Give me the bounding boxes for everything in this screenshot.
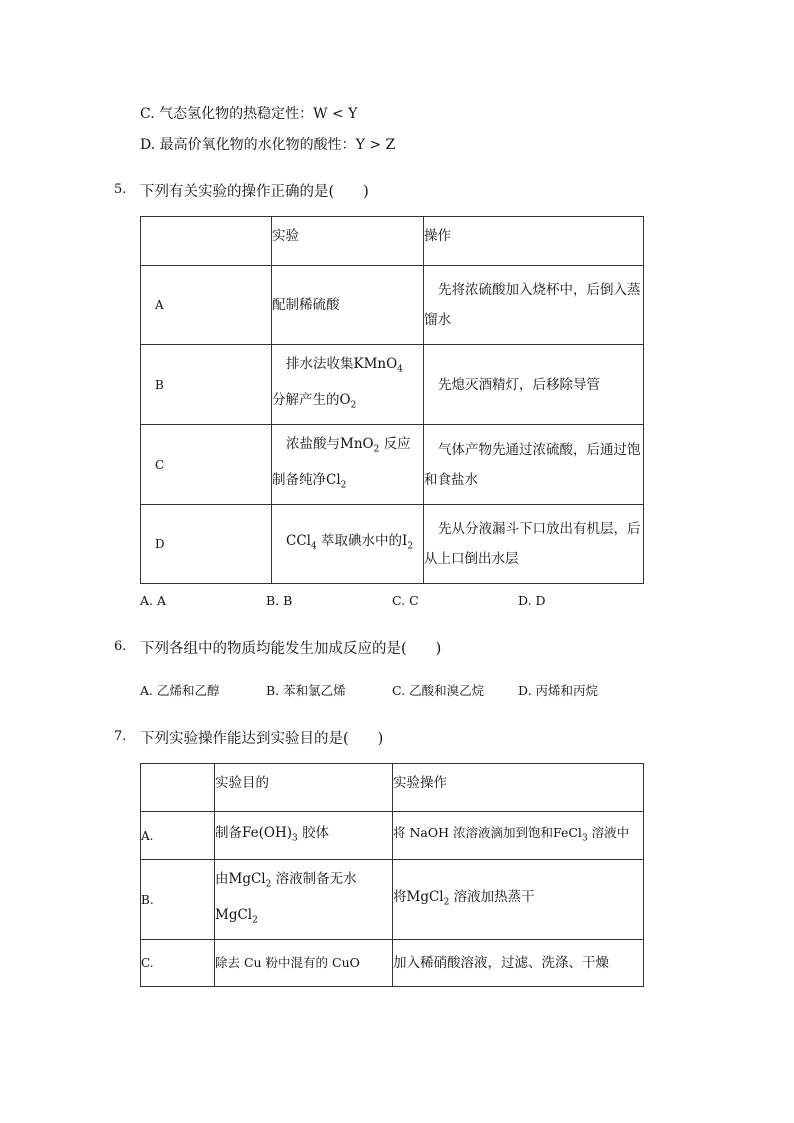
header-cell: 实验目的	[215, 764, 393, 812]
experiment-cell: CCl$_4$ 萃取碘水中的$I_2$	[272, 505, 424, 584]
table-row	[141, 860, 644, 940]
choice-d: D. D	[518, 593, 546, 608]
table-header-row	[141, 217, 644, 266]
table-row	[141, 940, 644, 987]
table-row	[141, 812, 644, 860]
question-text: 下列有关实验的操作正确的是( )	[140, 184, 369, 200]
table-row	[141, 266, 644, 345]
row-label: C.	[141, 940, 215, 987]
operation-cell: 气体产物先通过浓硫酸，后通过饱和食盐水	[424, 425, 644, 505]
choice-c: C. 乙酸和溴乙烷	[392, 683, 485, 698]
header-cell: 操作	[424, 217, 644, 266]
question-text: 下列各组中的物质均能发生加成反应的是( )	[140, 641, 442, 657]
table-row	[141, 345, 644, 425]
experiment-goal-table	[140, 763, 644, 987]
row-label: C	[141, 425, 272, 505]
experiment-cell: 浓盐酸与MnO$_2$ 反应 制备纯净$Cl_2$	[272, 425, 424, 505]
choice-a: A. 乙烯和乙醇	[140, 683, 220, 698]
choice-a: A. A	[140, 593, 167, 608]
question-number: 5.	[114, 182, 127, 197]
row-label: A.	[141, 812, 215, 860]
choice-b: B. B	[266, 593, 293, 608]
operation-cell: 将MgCl$_2$ 溶液加热蒸干	[393, 860, 644, 940]
row-label: B	[141, 345, 272, 425]
goal-cell: 制备$Fe(OH)_3$ 胶体	[215, 812, 393, 860]
choice-d: D. 丙烯和丙烷	[518, 683, 599, 698]
header-cell	[141, 217, 272, 266]
question-number: 6.	[114, 639, 127, 654]
operation-cell: 先将浓硫酸加入烧杯中，后倒入蒸馏水	[424, 266, 644, 345]
question-text: 下列实验操作能达到实验目的是( )	[140, 731, 384, 747]
table-header-row	[141, 764, 644, 812]
operation-cell: 将 NaOH 浓溶液滴加到饱和FeCl$_3$ 溶液中	[393, 812, 644, 860]
row-label: D	[141, 505, 272, 584]
operation-cell: 先从分液漏斗下口放出有机层，后从上口倒出水层	[424, 505, 644, 584]
operation-cell: 加入稀硝酸溶液，过滤、洗涤、干燥	[393, 940, 644, 987]
option-c: C. 气态氢化物的热稳定性：W < Y	[140, 106, 358, 122]
table-row	[141, 505, 644, 584]
experiment-cell: 配制稀硫酸	[272, 266, 424, 345]
experiment-cell: 排水法收集KMnO$_4$ 分解产生的$O_2$	[272, 345, 424, 425]
choice-b: B. 苯和氯乙烯	[266, 683, 346, 698]
goal-cell: 除去 Cu 粉中混有的 CuO	[215, 940, 393, 987]
row-label: B.	[141, 860, 215, 940]
option-d: D. 最高价氧化物的水化物的酸性：Y > Z	[140, 137, 396, 153]
header-cell: 实验	[272, 217, 424, 266]
header-cell: 实验操作	[393, 764, 644, 812]
header-cell	[141, 764, 215, 812]
goal-cell: 由MgCl$_2$ 溶液制备无水 MgCl$_2$	[215, 860, 393, 940]
choice-c: C. C	[392, 593, 419, 608]
question-number: 7.	[114, 729, 127, 744]
operation-cell: 先熄灭酒精灯，后移除导管	[424, 345, 644, 425]
table-row	[141, 425, 644, 505]
row-label: A	[141, 266, 272, 345]
experiment-table	[140, 216, 644, 584]
